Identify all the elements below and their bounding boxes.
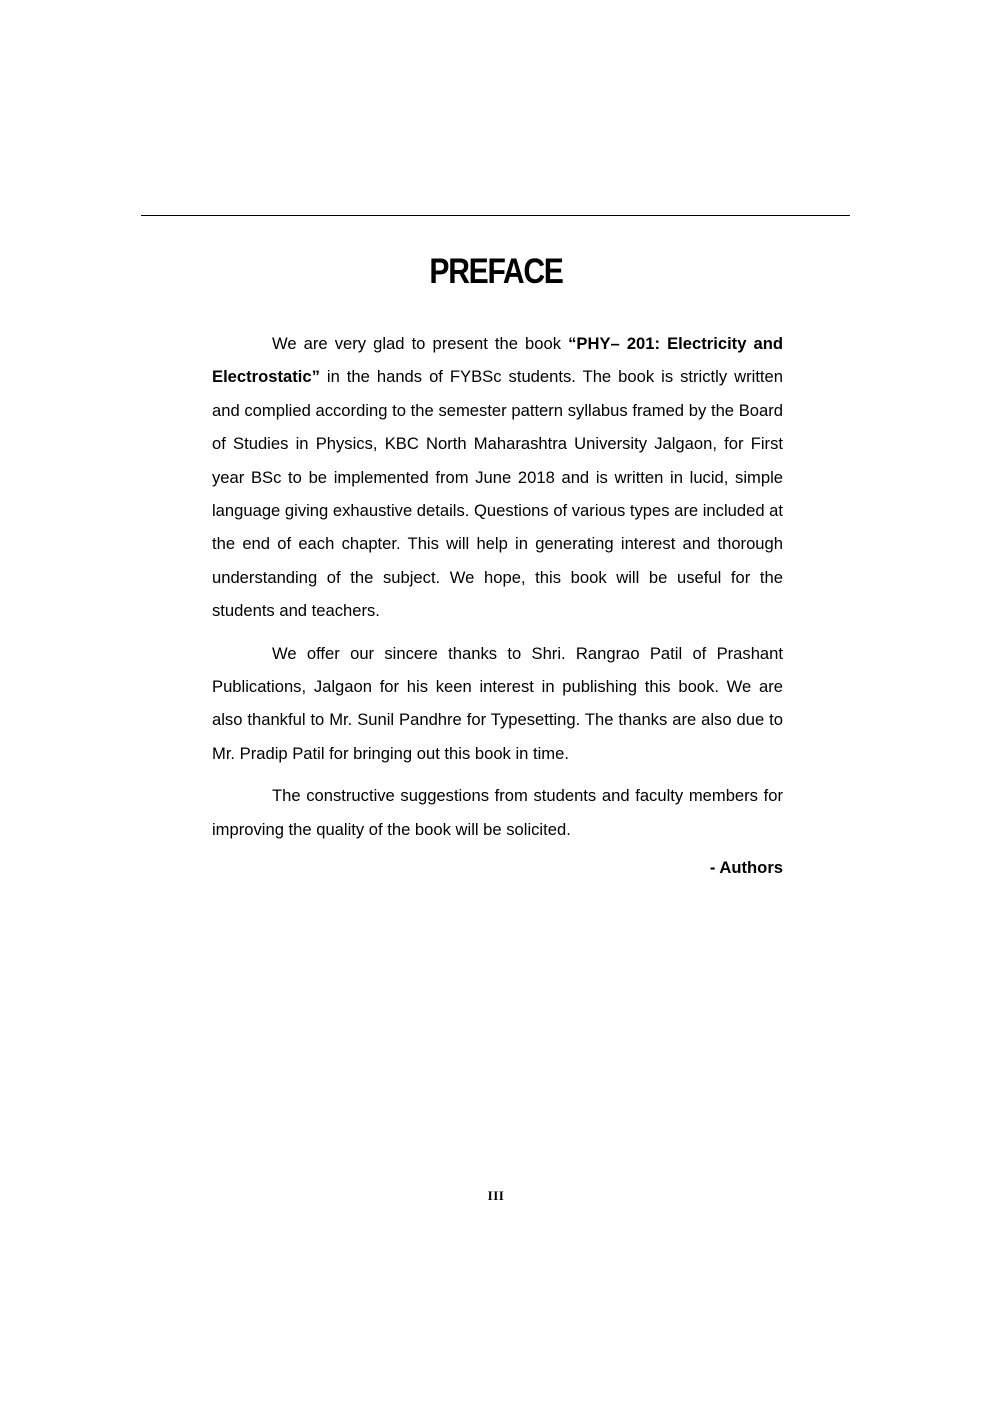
header-rule <box>141 215 850 216</box>
paragraph-suggestions: The constructive suggestions from students and faculty members for improving the quality of the book will be solicited. <box>212 786 783 839</box>
paragraph-thanks: We offer our sincere thanks to Shri. Rangrao Patil of Prashant Publications, Jalgaon for his keen interest in publishing this book. We are also thankful to Mr. Sunil Pandhre for Typesetting. The thanks are also due to Mr. Pradip Patil for bringing out this book in time. <box>212 643 783 763</box>
paragraph-intro-lead: We are very glad to present the book <box>272 334 569 353</box>
authors-signature: - Authors <box>709 858 783 878</box>
book-title: “PHY– 201: Electricity and Electrostatic” <box>212 334 784 387</box>
paragraph-intro-rest: in the hands of FYBSc students. The book is strictly written and complied according to the semester pattern syllabus framed by the Board of Studies in Physics, KBC North Maharashtra University Jalgaon, for First year BSc to be implemented from June 2018 and is written in lucid, simple language giving exhaustive details. Questions of various types are included at the end of each chapter. This will help in generating interest and thorough understanding of the subject. We hope, this book will be useful for the students and teachers. <box>212 367 783 621</box>
page-title: PREFACE <box>429 252 563 291</box>
paragraph-intro <box>212 327 783 628</box>
preface-body <box>212 327 783 884</box>
page-number: III <box>487 1188 505 1203</box>
